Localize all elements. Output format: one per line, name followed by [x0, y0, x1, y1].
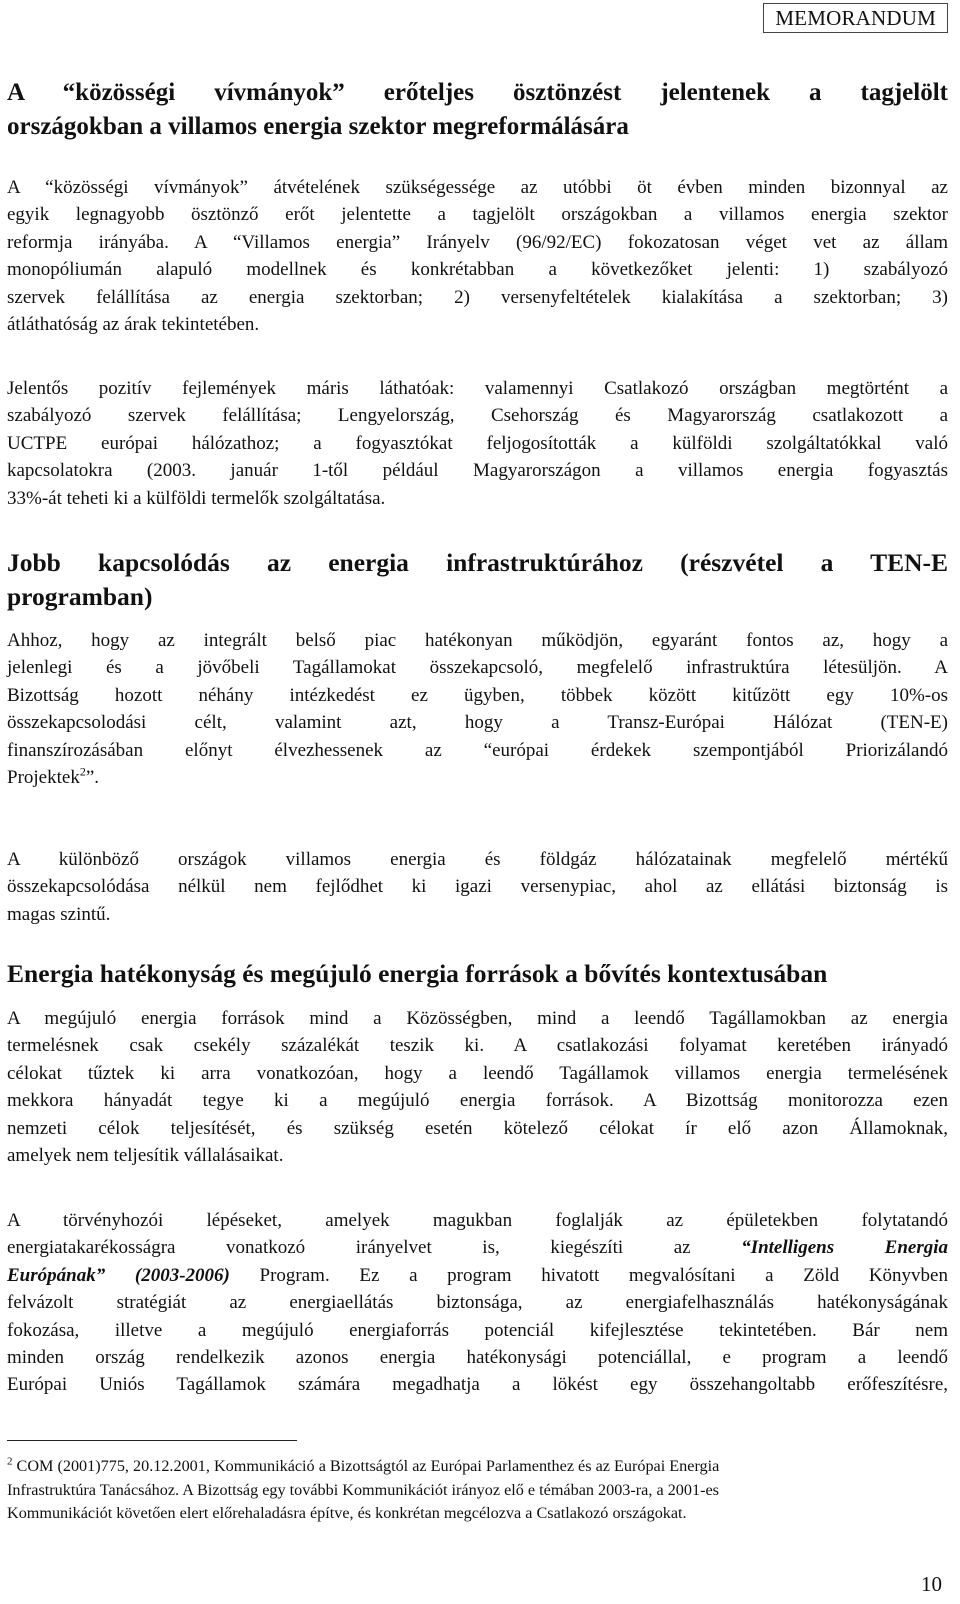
text-line: minden ország rendelkezik azonos energia hatékonysági potenciállal, e program a leendő — [7, 1347, 948, 1369]
text-line: jelenlegi és a jövőbeli Tagállamokat összekapcsoló, megfelelő infrastruktúra létesüljön. A — [7, 657, 948, 679]
text-line: UCTPE európai hálózathoz; a fogyasztókat feljogosították a külföldi szolgáltatókkal való — [7, 432, 948, 454]
text-line: monopóliumán alapuló modellnek és konkrétabban a következőket jelenti: 1) szabályozó — [7, 259, 948, 281]
text-fragment: ”. — [85, 767, 100, 789]
footnote-line — [7, 1455, 948, 1479]
paragraph-acquis-impact — [7, 174, 948, 338]
text-line: 33%-át teheti ki a külföldi termelők szolgáltatása. — [7, 487, 386, 509]
text-line: A különböző országok villamos energia és földgáz hálózatainak megfelelő mértékű — [7, 849, 948, 870]
program-name-emphasis: Európának” (2003-2006) — [7, 1264, 230, 1286]
text-line: szabályozó szervek felállítása; Lengyelország, Csehország és Magyarország csatlakozott a — [7, 405, 948, 427]
memorandum-label: MEMORANDUM — [763, 3, 948, 33]
text-line: Ahhoz, hogy az integrált belső piac hatékonyan működjön, egyaránt fontos az, hogy a — [7, 630, 948, 651]
text-line: szervek felállítása az energia szektorban; 2) versenyfeltételek kialakítása a szektorban; 3) — [7, 286, 948, 308]
text-line: A megújuló energia források mind a Közösségben, mind a leendő Tagállamokban az energia — [7, 1008, 948, 1029]
paragraph-internal-market — [7, 627, 948, 791]
heading-line: országokban a villamos energia szektor megreformálására — [7, 113, 629, 140]
footnote-line: Infrastruktúra Tanácsához. A Bizottság egy további Kommunikációt irányoz elő e témában 2003-ra, a 2001-es — [7, 1480, 719, 1499]
footnote-number: 2 — [7, 1455, 13, 1468]
text-line: kapcsolatokra (2003. január 1-től például Magyarországon a villamos energia fogyasztás — [7, 460, 948, 482]
text-line: magas szintű. — [7, 903, 111, 925]
paragraph-positive-developments — [7, 375, 948, 512]
text-line: fokozása, illetve a megújuló energiaforrás potenciál kifejlesztése tekintetében. Bár nem — [7, 1319, 948, 1341]
text-line: összekapcsolódása nélkül nem fejlődhet ki igazi versenypiac, ahol az ellátási biztonság is — [7, 876, 948, 898]
footnote-reference[interactable]: 2 — [79, 764, 86, 779]
heading-line: Jobb kapcsolódás az energia infrastruktúrához (részvétel a TEN-E — [7, 548, 948, 577]
text-fragment: COM (2001)775, 20.12.2001, Kommunikáció a Bizottságtól az Európai Parlamenthez és az Európai Energia — [12, 1457, 720, 1475]
text-fragment: energiatakarékosságra vonatkozó irányelvet is, kiegészíti az — [7, 1237, 691, 1259]
text-line: egyik legnagyobb ösztönző erőt jelentette a tagjelölt országokban a villamos energia szektor — [7, 204, 948, 226]
text-fragment: Projektek — [7, 767, 80, 789]
text-line: A törvényhozói lépéseket, amelyek magukban foglalják az épületekben folytatandó — [7, 1210, 948, 1231]
text-line: felvázolt stratégiát az energiaellátás biztonsága, az energiafelhasználás hatékonyságának — [7, 1292, 948, 1314]
text-line: amelyek nem teljesítik vállalásaikat. — [7, 1145, 284, 1167]
paragraph-legislation — [7, 1207, 948, 1399]
footnote — [7, 1455, 948, 1526]
program-name-emphasis: “Intelligens Energia — [741, 1237, 949, 1259]
text-line — [7, 1234, 948, 1261]
text-line — [7, 1262, 948, 1289]
page-number: 10 — [921, 1572, 942, 1596]
text-line: átláthatóság az árak tekintetében. — [7, 314, 260, 336]
text-line: mekkora hányadát tegye ki a megújuló energia források. A Bizottság monitorozza ezen — [7, 1090, 948, 1112]
section-heading-infrastructure — [7, 546, 948, 614]
footnote-line: Kommunikációt követően elert előrehaladásra építve, és konkrétan megcélozva a Csatlakozó országokat. — [7, 1504, 687, 1522]
text-line: finanszírozásában előnyt élvezhessenek az “európai érdekek szempontjából Priorizálandó — [7, 739, 948, 761]
text-line: A “közösségi vívmányok” átvételének szükségessége az utóbbi öt évben minden bizonnyal az — [7, 177, 948, 198]
footnote-divider — [7, 1440, 297, 1441]
text-line: célokat tűztek ki arra vonatkozóan, hogy a leendő Tagállamok villamos energia termelésének — [7, 1062, 948, 1084]
heading-line: programban) — [7, 582, 153, 611]
paragraph-renewables — [7, 1005, 948, 1169]
section-heading-energy-efficiency — [7, 957, 948, 991]
document-page — [7, 0, 948, 1604]
text-line: Jelentős pozitív fejlemények máris láthatóak: valamennyi Csatlakozó országban megtörtént a — [7, 378, 948, 399]
text-line: termelésnek csak csekély százalékát teszik ki. A csatlakozási folyamat keretében irányadó — [7, 1035, 948, 1057]
heading-line: Energia hatékonyság és megújuló energia források a bővítés kontextusában — [7, 959, 828, 988]
text-line: Európai Uniós Tagállamok számára megadhatja a lökést egy összehangoltabb erőfeszítésre, — [7, 1374, 948, 1396]
section-heading-community-acquis — [7, 76, 948, 144]
text-fragment: Program. Ez a program hivatott megvalósítani a Zöld Könyvben — [229, 1264, 948, 1286]
heading-line: A “közösségi vívmányok” erőteljes ösztönzést jelentenek a tagjelölt — [7, 79, 948, 106]
paragraph-interconnection — [7, 846, 948, 928]
text-line: Bizottság hozott néhány intézkedést ez ügyben, többek között kitűzött egy 10%-os — [7, 684, 948, 706]
text-line: reformja irányába. A “Villamos energia” Irányelv (96/92/EC) fokozatosan véget vet az állam — [7, 231, 948, 253]
text-line: összekapcsolodási célt, valamint azt, hogy a Transz-Európai Hálózat (TEN-E) — [7, 712, 948, 734]
text-line — [7, 764, 948, 791]
text-line: nemzeti célok teljesítését, és szükség esetén kötelező célokat ír elő azon Államoknak, — [7, 1117, 948, 1139]
